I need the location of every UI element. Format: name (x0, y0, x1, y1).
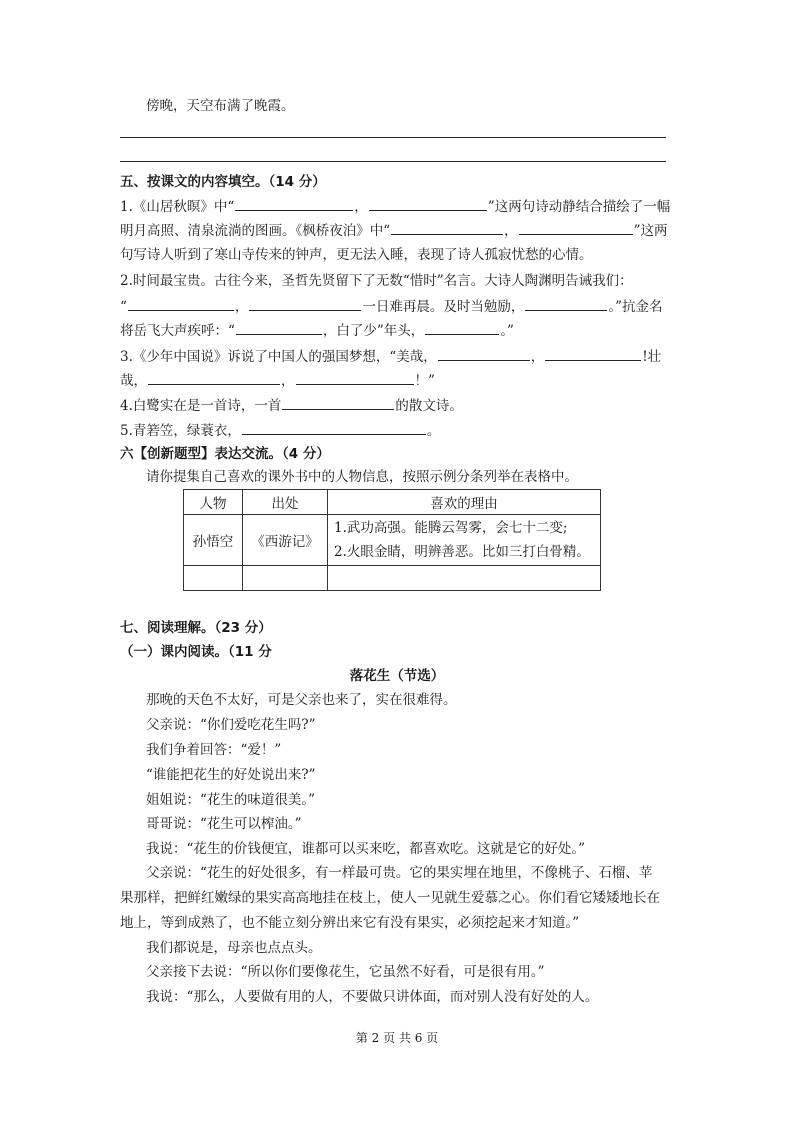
header-source: 出处 (243, 490, 328, 515)
q6-instruction: 请你提集自己喜欢的课外书中的人物信息，按照示例分条列举在表格中。 (146, 469, 578, 485)
empty-cell-person[interactable] (184, 566, 243, 591)
passage-paragraph: 哥哥说：“花生可以榨油。” (146, 816, 302, 832)
q5-item1-line3: 句写诗人听到了寒山寺传来的钟声，更无法入睡，表现了诗人孤寂忧愁的心情。 (120, 247, 593, 263)
passage-paragraph: 父亲接下去说：“所以你们要像花生，它虽然不好看，可是很有用。” (146, 964, 545, 980)
fill-blank[interactable] (282, 395, 394, 410)
fill-blank[interactable] (525, 296, 607, 311)
q5-item2-line1: 2.时间最宝贵。古往今来，圣哲先贤留下了无数“惜时”名言。大诗人陶渊明告诫我们： (120, 273, 633, 289)
fill-blank[interactable] (236, 320, 322, 335)
q7-subheading: （一）课内阅读。（11 分 (120, 644, 272, 660)
passage-title: 落花生（节选） (349, 668, 445, 684)
table-row-example (184, 515, 601, 566)
q6-heading: 六【创新题型】表达交流。（4 分） (120, 446, 330, 462)
q7-heading: 七、阅读理解。（23 分） (120, 620, 272, 636)
reason-2: 2.火眼金睛，明辨善恶。比如三打白骨精。 (334, 544, 590, 560)
answer-line-2[interactable] (120, 161, 666, 162)
empty-cell-source[interactable] (243, 566, 328, 591)
fill-blank[interactable] (296, 370, 414, 385)
passage-paragraph: 姐姐说：“花生的味道很美。” (146, 792, 316, 808)
cell-source: 《西游记》 (243, 515, 328, 566)
q5-item5: 5.青箬笠，绿蓑衣， 。 (120, 420, 440, 441)
character-table (183, 489, 601, 591)
fill-blank[interactable] (128, 296, 234, 311)
passage-paragraph: 果那样，把鲜红嫩绿的果实高高地挂在枝上，使人一见就生爱慕之心。你们看它矮矮地长在 (120, 890, 660, 906)
q5-item3-line1: 3.《少年中国说》诉说了中国人的强国梦想，“美哉， ， !壮 (120, 346, 661, 367)
passage-paragraph: 我们都说是，母亲也点点头。 (146, 940, 322, 956)
passage-paragraph: 那晚的天色不太好，可是父亲也来了，实在很难得。 (146, 692, 457, 708)
q5-heading: 五、按课文的内容填空。（14 分） (120, 174, 326, 190)
passage-paragraph: “谁能把花生的好处说出来?” (146, 767, 316, 783)
fill-blank[interactable] (235, 196, 353, 211)
fill-blank[interactable] (425, 320, 499, 335)
passage-paragraph: 父亲说：“你们爱吃花生吗?” (146, 717, 316, 733)
passage-paragraph: 地上，等到成熟了，也不能立刻分辨出来它有没有果实，必须挖起来才知道。” (120, 915, 580, 931)
fill-blank[interactable] (438, 346, 530, 361)
passage-paragraph: 我们争着回答：“爱！” (146, 742, 282, 758)
q5-item2-line3: 将岳飞大声疾呼：“ ，白了少”年头， 。” (120, 320, 514, 341)
q5-item1-line2: 明月高照、清泉流淌的图画。《枫桥夜泊》中“ ， ”这两 (120, 220, 668, 241)
fill-blank[interactable] (545, 346, 641, 361)
page-number: 第 2 页 共 6 页 (355, 1031, 439, 1045)
fill-blank[interactable] (391, 220, 503, 235)
cell-reasons (328, 515, 601, 566)
header-reason: 喜欢的理由 (328, 490, 601, 515)
passage-paragraph: 我说：“那么，人要做有用的人，不要做只讲体面，而对别人没有好处的人。 (146, 989, 599, 1005)
passage-paragraph: 我说：“花生的价钱便宜，谁都可以买来吃，都喜欢吃。这就是它的好处。” (146, 841, 586, 857)
empty-cell-reason[interactable] (328, 566, 601, 591)
q5-item2-line2: “ ， 一日难再晨。及时当勉励， 。”抗金名 (120, 296, 663, 317)
q5-item1-line1: 1.《山居秋暝》中“ ， ”这两句诗动静结合描绘了一幅 (120, 196, 670, 217)
q4-sentence: 傍晚，天空布满了晚霞。 (146, 98, 295, 114)
q5-item4: 4.白鹭实在是一首诗，一首 的散文诗。 (120, 395, 463, 416)
header-person: 人物 (184, 490, 243, 515)
table-header-row (184, 490, 601, 515)
fill-blank[interactable] (242, 420, 426, 435)
cell-person: 孙悟空 (184, 515, 243, 566)
fill-blank[interactable] (519, 220, 633, 235)
fill-blank[interactable] (369, 196, 487, 211)
fill-blank[interactable] (148, 370, 280, 385)
reason-1: 1.武功高强。能腾云驾雾，会七十二变; (334, 520, 568, 536)
fill-blank[interactable] (249, 296, 361, 311)
table-row-empty[interactable] (184, 566, 601, 591)
passage-paragraph: 父亲说：“花生的好处很多，有一样最可贵。它的果实埋在地里，不像桃子、石榴、苹 (146, 865, 653, 881)
answer-line-1[interactable] (120, 137, 666, 138)
q5-item3-line2: 哉， ， ！” (120, 370, 435, 391)
